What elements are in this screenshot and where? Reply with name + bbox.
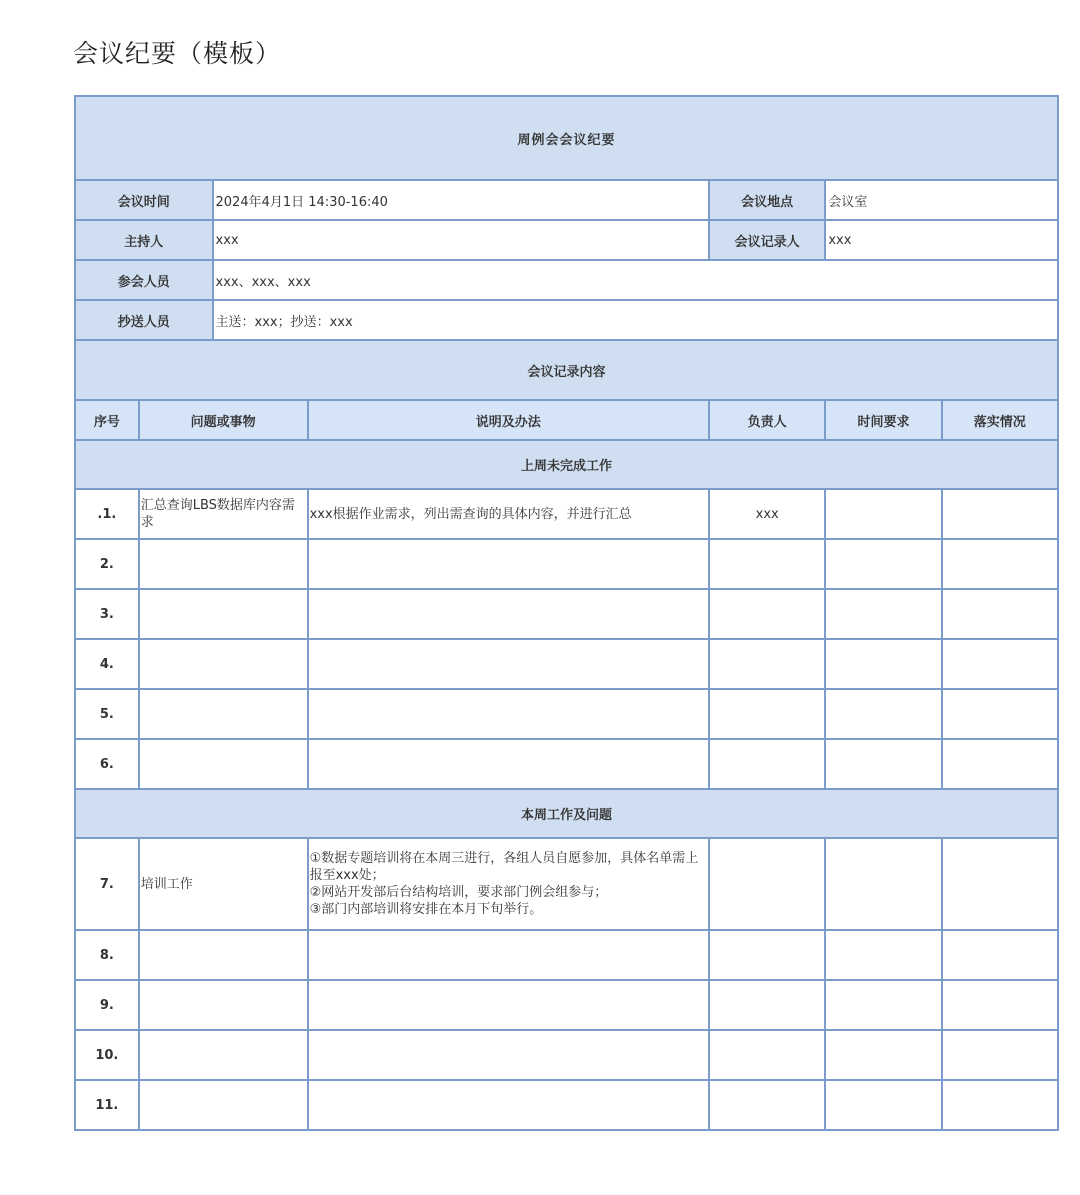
row-deadline[interactable] — [825, 980, 941, 1030]
row-status[interactable] — [942, 539, 1058, 589]
meeting-place-field[interactable]: 会议室 — [825, 180, 1058, 220]
table-row — [75, 589, 1058, 639]
row-status[interactable] — [942, 1030, 1058, 1080]
table-row — [75, 539, 1058, 589]
row-issue[interactable] — [139, 639, 308, 689]
records-section-title: 会议记录内容 — [75, 340, 1058, 400]
row-status[interactable] — [942, 739, 1058, 789]
row-status[interactable] — [942, 639, 1058, 689]
row-description[interactable]: ①数据专题培训将在本周三进行，各组人员自愿参加，具体名单需上报至xxx处； ②网站开发部后台结构培训，要求部门例会组参与； ③部门内部培训将安排在本月下旬举行。 — [308, 838, 709, 930]
minutes-table — [74, 95, 1059, 1131]
table-row — [75, 1080, 1058, 1130]
col-header-desc: 说明及办法 — [308, 400, 709, 440]
row-deadline[interactable] — [825, 838, 941, 930]
row-deadline[interactable] — [825, 539, 941, 589]
row-deadline[interactable] — [825, 689, 941, 739]
column-header-row — [75, 400, 1058, 440]
row-description[interactable] — [308, 1080, 709, 1130]
row-issue[interactable] — [139, 980, 308, 1030]
cc-label: 抄送人员 — [75, 300, 213, 340]
row-issue[interactable]: 汇总查询LBS数据库内容需求 — [139, 489, 308, 539]
row-owner[interactable] — [709, 838, 825, 930]
row-number: 3. — [75, 589, 139, 639]
row-status[interactable] — [942, 589, 1058, 639]
row-description[interactable] — [308, 980, 709, 1030]
row-description[interactable] — [308, 1030, 709, 1080]
recorder-field[interactable]: xxx — [825, 220, 1058, 260]
row-description[interactable] — [308, 639, 709, 689]
row-owner[interactable] — [709, 1080, 825, 1130]
col-header-owner: 负责人 — [709, 400, 825, 440]
col-header-no: 序号 — [75, 400, 139, 440]
row-owner[interactable]: xxx — [709, 489, 825, 539]
row-description[interactable]: xxx根据作业需求，列出需查询的具体内容，并进行汇总 — [308, 489, 709, 539]
row-number: 4. — [75, 639, 139, 689]
row-status[interactable] — [942, 930, 1058, 980]
row-deadline[interactable] — [825, 639, 941, 689]
row-number: 10. — [75, 1030, 139, 1080]
col-header-issue: 问题或事物 — [139, 400, 308, 440]
row-deadline[interactable] — [825, 1080, 941, 1130]
attendees-field[interactable]: xxx、xxx、xxx — [213, 260, 1058, 300]
row-deadline[interactable] — [825, 1030, 941, 1080]
host-label: 主持人 — [75, 220, 213, 260]
row-number: .1. — [75, 489, 139, 539]
meeting-place-label: 会议地点 — [709, 180, 825, 220]
table-row — [75, 739, 1058, 789]
row-issue[interactable] — [139, 1030, 308, 1080]
section-last-week: 上周未完成工作 — [75, 440, 1058, 489]
row-deadline[interactable] — [825, 739, 941, 789]
table-row — [75, 930, 1058, 980]
row-issue[interactable] — [139, 930, 308, 980]
attendees-label: 参会人员 — [75, 260, 213, 300]
row-number: 11. — [75, 1080, 139, 1130]
row-number: 7. — [75, 838, 139, 930]
row-number: 8. — [75, 930, 139, 980]
row-issue[interactable] — [139, 1080, 308, 1130]
form-title: 周例会会议纪要 — [75, 96, 1058, 180]
recorder-label: 会议记录人 — [709, 220, 825, 260]
cc-field[interactable]: 主送：xxx；抄送：xxx — [213, 300, 1058, 340]
row-owner[interactable] — [709, 930, 825, 980]
row-owner[interactable] — [709, 689, 825, 739]
document-title: 会议纪要（模板） — [73, 39, 282, 68]
row-description[interactable] — [308, 589, 709, 639]
row-description[interactable] — [308, 689, 709, 739]
row-description[interactable] — [308, 539, 709, 589]
table-row — [75, 980, 1058, 1030]
table-row — [75, 1030, 1058, 1080]
col-header-status: 落实情况 — [942, 400, 1058, 440]
row-deadline[interactable] — [825, 489, 941, 539]
row-number: 9. — [75, 980, 139, 1030]
row-owner[interactable] — [709, 639, 825, 689]
row-issue[interactable] — [139, 589, 308, 639]
row-status[interactable] — [942, 1080, 1058, 1130]
row-owner[interactable] — [709, 1030, 825, 1080]
table-row — [75, 639, 1058, 689]
table-row — [75, 489, 1058, 539]
row-deadline[interactable] — [825, 589, 941, 639]
row-owner[interactable] — [709, 739, 825, 789]
row-status[interactable] — [942, 838, 1058, 930]
row-issue[interactable] — [139, 539, 308, 589]
row-issue[interactable]: 培训工作 — [139, 838, 308, 930]
table-row — [75, 689, 1058, 739]
row-description[interactable] — [308, 930, 709, 980]
row-number: 6. — [75, 739, 139, 789]
row-number: 2. — [75, 539, 139, 589]
row-issue[interactable] — [139, 689, 308, 739]
section-this-week: 本周工作及问题 — [75, 789, 1058, 838]
row-status[interactable] — [942, 489, 1058, 539]
row-number: 5. — [75, 689, 139, 739]
row-status[interactable] — [942, 980, 1058, 1030]
row-owner[interactable] — [709, 589, 825, 639]
table-row — [75, 838, 1058, 930]
row-owner[interactable] — [709, 980, 825, 1030]
row-description[interactable] — [308, 739, 709, 789]
row-owner[interactable] — [709, 539, 825, 589]
meeting-time-label: 会议时间 — [75, 180, 213, 220]
row-status[interactable] — [942, 689, 1058, 739]
meeting-time-field[interactable]: 2024年4月1日 14:30-16:40 — [213, 180, 710, 220]
col-header-deadline: 时间要求 — [825, 400, 941, 440]
host-field[interactable]: xxx — [213, 220, 710, 260]
row-deadline[interactable] — [825, 930, 941, 980]
row-issue[interactable] — [139, 739, 308, 789]
